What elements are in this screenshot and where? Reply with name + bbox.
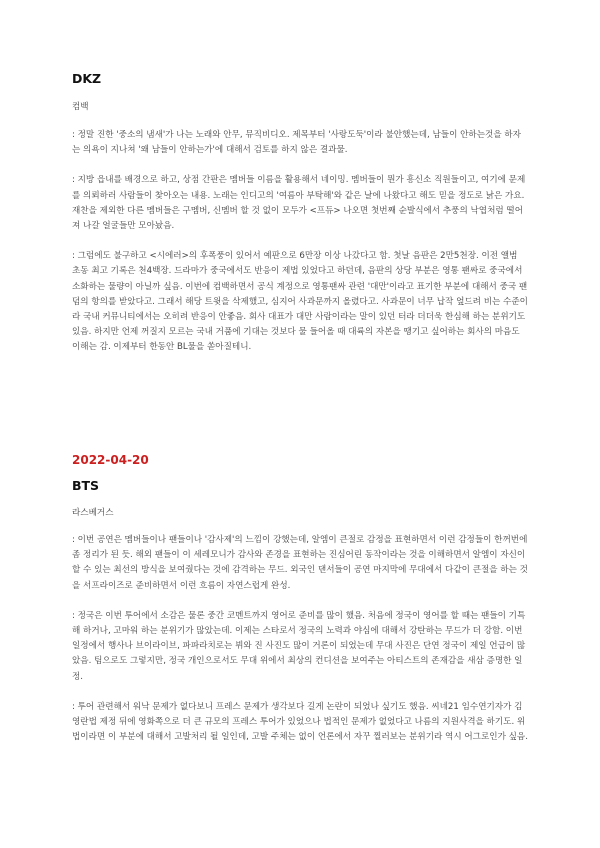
paragraph: : 지방 읍내를 배경으로 하고, 상점 간판은 멤버들 이름을 활용해서 네이밍. 멤버들이 뭔가 흥신소 직원들이고, 여기에 문제를 의뢰하러 사람들이 찾아오는 내용. 노래는 인디고의 '여름아 부탁해'와 같은 날에 나왔다고 해도 믿을 정도로 낡은 가요. 재찬을 제외한 다른 멤버들은 구멤버, 신멤버 할 것 없이 모두가 <프듀> 나오면 첫번째 순발식에서 추풍의 낙엽처럼 떨어져 나갈 얼굴들만 모아놨음. <box>72 175 526 232</box>
paragraph: : 정국은 이번 투어에서 소감은 물론 중간 코멘트까지 영어로 준비를 많이 했음. 처음에 정국이 영어를 할 때는 팬들이 기특해 하거나, 고마워 하는 분위기가 많았는데. 이제는 스타로서 정국의 노력과 야심에 대해서 강탄하는 무드가 더 강함. 이번 일정에서 행사나 브이라이브, 파파라치로는 뷔와 진 사진도 많이 거론이 되었는데 무대 사진은 단연 정국이 제일 언급이 많았음. 팀으로도 그렇지만, 정국 개인으로서도 무대 위에서 최상의 컨디션을 보여주는 아티스트의 존재감을 새삼 증명한 일정. <box>72 610 526 682</box>
paragraph: : 그럼에도 불구하고 <시에러>의 후폭풍이 있어서 예판으로 6만장 이상 나갔다고 함. 첫날 음판은 2만5천장. 이전 앨범 초동 최고 기록은 천4백장. 드라마가 중국에서도 반응이 제법 있었다고 하던데, 음판의 상당 부분은 영통 팬싸로 중국에서 소화하는 물량이 아닐까 싶음. 이번에 컴백하면서 공식 계정으로 영통팬싸 관련 '대만'이라고 표기한 부분에 대해서 중국 팬덤의 항의를 받았다고. 그래서 해당 트윗을 삭제했고, 심지어 사과문까지 올렸다고. 사과문이 너무 납작 엎드려 비는 수준이라 국내 커뮤니티에서는 오히려 반응이 안좋음. 회사 대표가 대만 사람이라는 말이 있던 터라 더더욱 한심해 하는 분위기도 있음. 하지만 언제 꺼질지 모르는 국내 거품에 기대는 것보다 물 들어올 때 대륙의 자본을 땡기고 싶어하는 회사의 마음도 이해는 감. 이제부터 한동안 BL물을 쏟아질테니. <box>72 251 528 353</box>
entry-date: 2022-04-20 <box>72 453 149 467</box>
paragraph: : 투어 관련해서 워낙 문제가 없다보니 프레스 문제가 생각보다 길게 논란이 되었나 싶기도 했음. 씨네21 임수연기자가 김영란법 제정 뒤에 영화쪽으로 더 큰 규모의 프레스 투어가 있었으나 법적인 문제가 없었다고 나름의 지원사격을 하기도. 위법이라면 이 부분에 대해서 고발처리 될 일인데, 고발 주체는 없이 언론에서 자꾸 찔러보는 분위기라 역시 어그로인가 싶음. <box>72 701 528 743</box>
entry-bts <box>72 452 528 745</box>
entry-subtitle: 컴백 <box>72 102 89 112</box>
entry-dkz <box>72 70 528 356</box>
paragraph: : 정말 진한 '중소의 냄새'가 나는 노래와 안무, 뮤직비디오. 제목부터 '사랑도둑'이라 불안했는데, 남들이 안하는것을 하자는 의욕이 지나쳐 '왜 남들이 안하는가'에 대해서 검토를 하지 않은 결과물. <box>72 130 521 156</box>
group-title: DKZ <box>72 71 102 86</box>
entry-subtitle: 라스베거스 <box>72 508 114 518</box>
group-title: BTS <box>72 478 100 493</box>
paragraph: : 이번 공연은 멤버들이나 팬들이나 '감사제'의 느낌이 강했는데, 알엠이 큰절로 감정을 표현하면서 이런 감정들이 한꺼번에 좀 정리가 된 듯. 해외 팬들이 이 세레모니가 감사와 존경을 표현하는 진심어린 동작이라는 것을 이해하면서 알엠이 자신이 할 수 있는 최선의 방식을 보여줬다는 것에 감격하는 무드. 외국인 댄서들이 공연 마지막에 무대에서 다같이 큰절을 하는 것을 서프라이즈로 준비하면서 이런 흐름이 자연스럽게 완성. <box>72 535 528 591</box>
